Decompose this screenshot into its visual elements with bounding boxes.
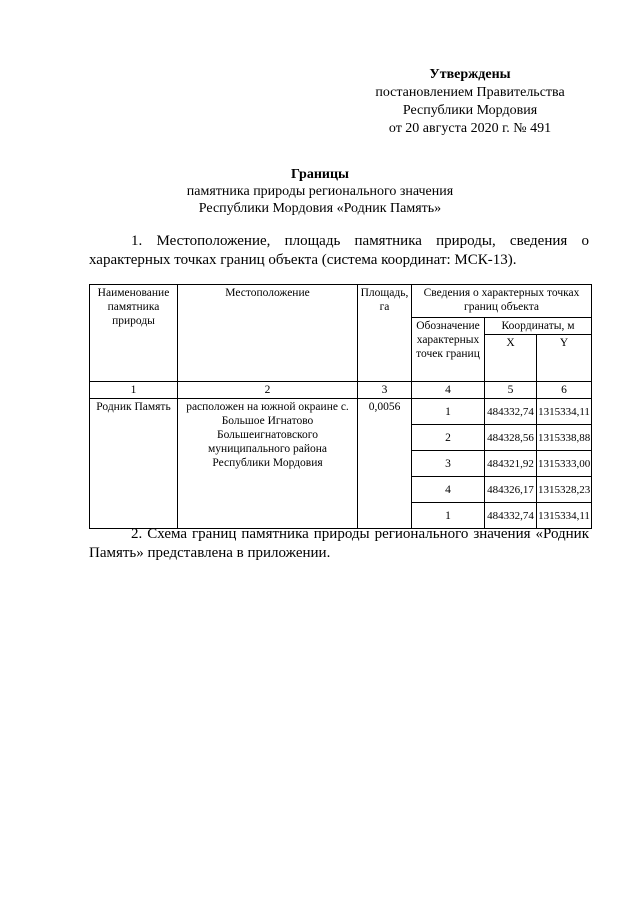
point-id: 4 bbox=[412, 477, 485, 503]
point-x: 484332,74 bbox=[485, 503, 537, 529]
column-number: 2 bbox=[178, 382, 358, 399]
approval-title: Утверждены bbox=[429, 67, 511, 82]
point-x: 484332,74 bbox=[485, 399, 537, 425]
approval-block bbox=[330, 66, 610, 138]
point-x: 484326,17 bbox=[485, 477, 537, 503]
column-number-row bbox=[90, 382, 592, 399]
point-y: 1315334,11 bbox=[537, 503, 592, 529]
column-number: 6 bbox=[537, 382, 592, 399]
approval-line-3: от 20 августа 2020 г. № 491 bbox=[388, 121, 552, 136]
point-id: 3 bbox=[412, 451, 485, 477]
column-number: 1 bbox=[90, 382, 178, 399]
table-row bbox=[90, 399, 592, 425]
object-area: 0,0056 bbox=[358, 399, 412, 529]
header-points-info: Сведения о характерных точках границ объекта bbox=[412, 285, 592, 318]
point-x: 484328,56 bbox=[485, 425, 537, 451]
heading-line-1: памятника природы регионального значения bbox=[186, 184, 454, 199]
header-location: Местоположение bbox=[178, 285, 358, 382]
document-heading bbox=[0, 166, 640, 217]
point-id: 2 bbox=[412, 425, 485, 451]
heading-title: Границы bbox=[291, 167, 349, 182]
column-number: 3 bbox=[358, 382, 412, 399]
point-id: 1 bbox=[412, 399, 485, 425]
point-y: 1315334,11 bbox=[537, 399, 592, 425]
header-row-1 bbox=[90, 285, 592, 318]
object-location: расположен на южной окраине с. Большое Игнатово Большеигнатовского муниципального района Республики Мордовия bbox=[178, 399, 358, 529]
point-x: 484321,92 bbox=[485, 451, 537, 477]
point-y: 1315328,23 bbox=[537, 477, 592, 503]
header-coordinates: Координаты, м bbox=[485, 318, 592, 335]
approval-line-1: постановлением Правительства bbox=[375, 85, 565, 100]
boundary-table bbox=[89, 284, 592, 529]
heading-line-2: Республики Мордовия «Родник Память» bbox=[198, 201, 442, 216]
column-number: 4 bbox=[412, 382, 485, 399]
point-id: 1 bbox=[412, 503, 485, 529]
header-y: Y bbox=[537, 335, 592, 382]
paragraph-1: 1. Местоположение, площадь памятника природы, сведения о характерных точках границ объекта (система координат: МСК-13). bbox=[89, 233, 589, 268]
column-number: 5 bbox=[485, 382, 537, 399]
header-name: Наименование памятника природы bbox=[90, 285, 178, 382]
approval-line-2: Республики Мордовия bbox=[402, 103, 538, 118]
object-name: Родник Память bbox=[90, 399, 178, 529]
point-y: 1315333,00 bbox=[537, 451, 592, 477]
paragraph-2: 2. Схема границ памятника природы регионального значения «Родник Память» представлена в приложении. bbox=[89, 526, 589, 561]
header-x: X bbox=[485, 335, 537, 382]
point-y: 1315338,88 bbox=[537, 425, 592, 451]
header-designation: Обозначение характерных точек границ bbox=[412, 318, 485, 382]
header-area: Площадь, га bbox=[358, 285, 412, 382]
